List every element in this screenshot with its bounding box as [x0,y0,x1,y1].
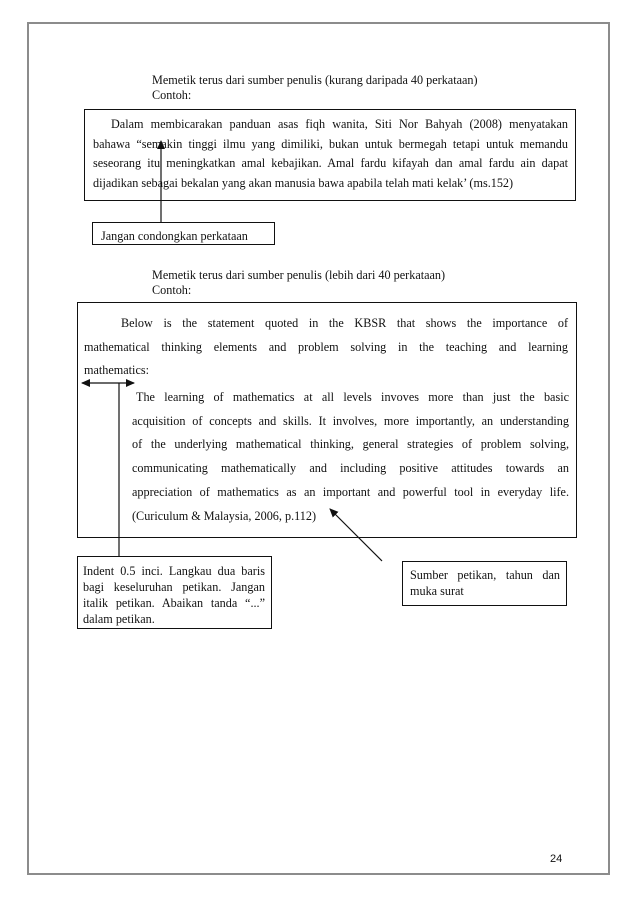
quote-line: seseorang itu meningkatkan amal kebajikan. Amal fardu kifayah dan amal fardu ain dapat [93,156,568,170]
note-source-line: muka surat [410,583,464,598]
note-indent-line: italik petikan. Abaikan tanda “...” [83,596,265,610]
block-quote-line: acquisition of concepts and skills. It involves, more importantly, an understanding [132,413,569,428]
quote-line: dijadikan sebagai bekalan yang akan manusia bawa apabila telah mati kelak’ (ms.152) [93,175,514,190]
quote-line: bahawa “semakin tinggi ilmu yang dimiliki, bukan untuk bermegah tetapi untuk memandu [93,136,568,151]
quote-line: Dalam membicarakan panduan asas fiqh wanita, Siti Nor Bahyah (2008) menyatakan [111,117,568,131]
note-source-box [402,561,567,606]
note-source-line: Sumber petikan, tahun dan [410,568,560,582]
note-indent-box [77,556,272,629]
block-quote [132,386,569,528]
note-indent-line: dalam petikan. [83,612,155,626]
note-no-italic-box [92,222,275,245]
section2-intro [152,268,445,298]
short-quote-box [84,109,576,201]
block-quote-line: appreciation of mathematics as an important and powerful tool in everyday life. [132,484,569,499]
lead-line: Below is the statement quoted in the KBSR that shows the importance of [121,316,568,330]
block-quote-line: of the underlying mathematical thinking, general strategies of problem solving, [132,437,569,452]
example-label: Contoh: [152,283,192,297]
section1-intro [152,73,478,103]
block-quote-line: The learning of mathematics at all levels invoves more than just the basic [136,390,569,404]
example-label: Contoh: [152,88,192,102]
note-indent-line: Indent 0.5 inci. Langkau dua baris [83,564,265,578]
block-quote-line: (Curiculum & Malaysia, 2006, p.112) [132,508,317,523]
long-quote-box [77,302,577,538]
page-number: 24 [550,853,563,865]
lead-line: mathematical thinking elements and problem solving in the teaching and learning [84,339,568,354]
note-no-italic: Jangan condongkan perkataan [101,229,248,243]
intro-heading: Memetik terus dari sumber penulis (lebih dari 40 perkataan) [152,268,446,282]
lead-line: mathematics: [84,363,149,377]
block-quote-line: communicating mathematically and including positive attitudes towards an [132,461,569,476]
note-indent-line: bagi keseluruhan petikan. Jangan [83,580,265,594]
lead-paragraph [84,312,568,383]
intro-heading: Memetik terus dari sumber penulis (kurang daripada 40 perkataan) [152,73,478,87]
